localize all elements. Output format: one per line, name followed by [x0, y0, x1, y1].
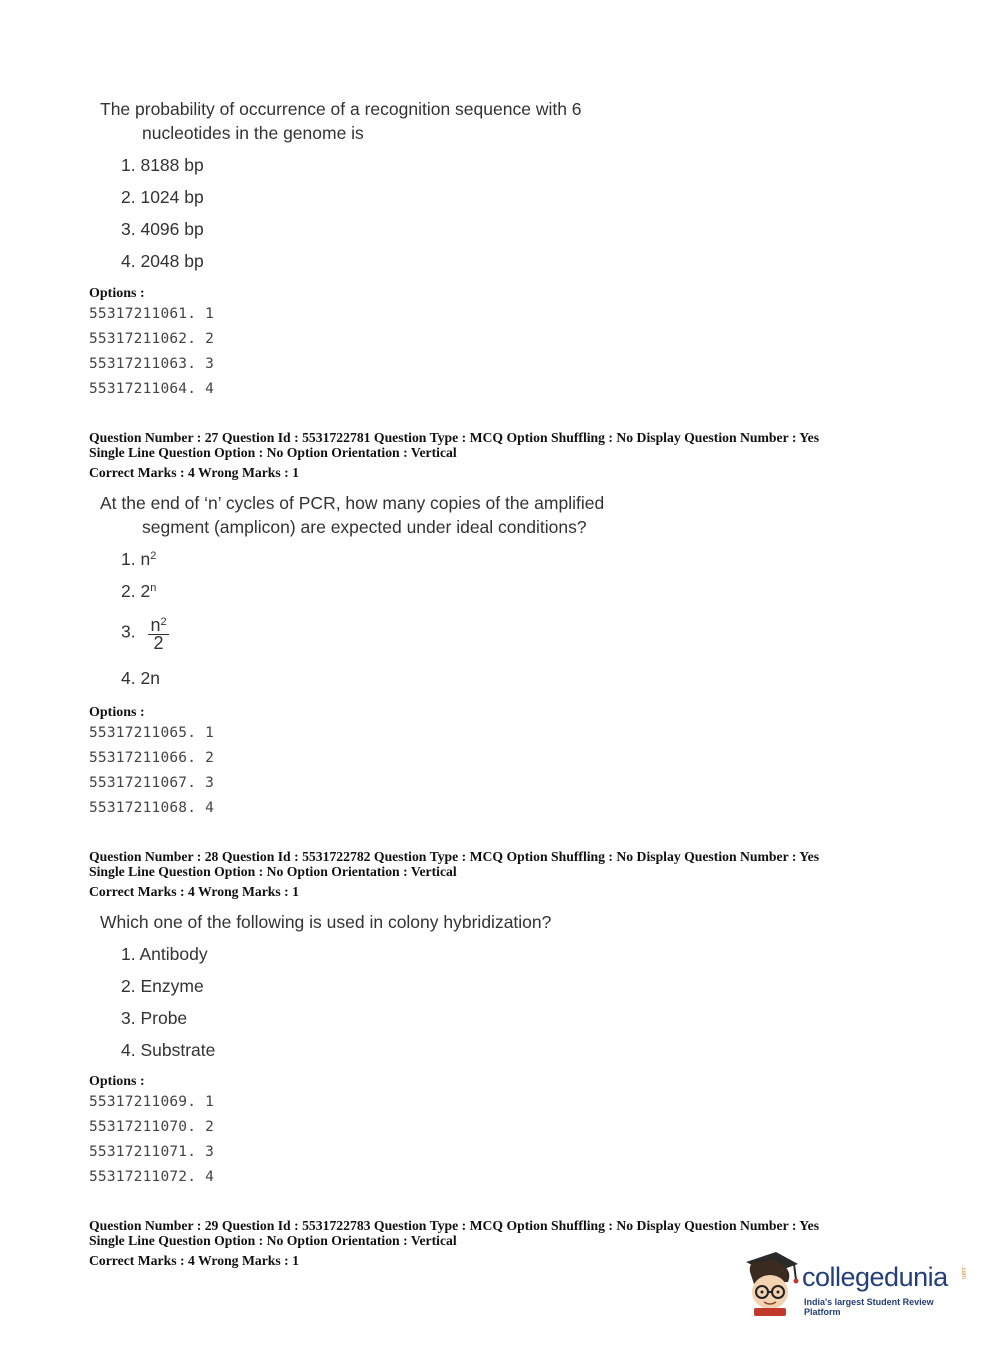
- option-id: 55317211071. 3: [89, 1144, 215, 1160]
- answer-option-1: 1. 8188 bp: [121, 155, 204, 175]
- student-mascot-icon: [740, 1250, 802, 1320]
- answer-option-4: 4. 2n: [121, 668, 160, 688]
- question-29-marks: Correct Marks : 4 Wrong Marks : 1: [89, 1253, 299, 1268]
- answer-option-2: [121, 581, 156, 602]
- option-id: 55317211062. 2: [89, 331, 215, 347]
- answer-option-1: [121, 549, 156, 570]
- answer-option-1: 1. Antibody: [121, 944, 208, 964]
- numerator-base: n: [150, 615, 161, 635]
- option-text: 1. n: [121, 549, 151, 569]
- option-id: 55317211063. 3: [89, 356, 215, 372]
- meta-line: Single Line Question Option : No Option Orientation : Vertical: [89, 445, 457, 460]
- answer-option-3: 3. Probe: [121, 1008, 188, 1028]
- options-label: Options :: [89, 286, 145, 301]
- option-superscript: 2: [150, 550, 157, 562]
- option-id: 55317211061. 1: [89, 306, 215, 322]
- option-id: 55317211064. 4: [89, 381, 215, 397]
- logo-suffix: .com: [960, 1266, 966, 1280]
- options-label: Options :: [89, 705, 145, 720]
- question-27-text: [100, 491, 604, 539]
- answer-option-4: 4. 2048 bp: [121, 251, 204, 271]
- answer-option-3: 3. 4096 bp: [121, 219, 204, 239]
- question-27-meta: [89, 430, 819, 460]
- option-text: 3.: [121, 621, 136, 642]
- option-id: 55317211072. 4: [89, 1169, 215, 1185]
- option-id: 55317211066. 2: [89, 750, 215, 766]
- logo-wordmark: collegedunia: [802, 1262, 948, 1292]
- question-text-line: segment (amplicon) are expected under ideal conditions?: [142, 517, 587, 537]
- option-id: 55317211065. 1: [89, 725, 215, 741]
- question-28-meta: [89, 849, 819, 879]
- collegedunia-logo: [740, 1250, 970, 1320]
- answer-option-4: 4. Substrate: [121, 1040, 216, 1060]
- option-id: 55317211069. 1: [89, 1094, 215, 1110]
- option-id: 55317211068. 4: [89, 800, 215, 816]
- options-label: Options :: [89, 1074, 145, 1089]
- fraction-numerator: [148, 614, 168, 635]
- question-text-line: Which one of the following is used in colony hybridization?: [100, 912, 552, 932]
- question-text-line: The probability of occurrence of a recognition sequence with 6: [100, 99, 582, 119]
- question-28-text: [100, 910, 551, 934]
- fraction: [148, 614, 168, 652]
- answer-option-2: 2. Enzyme: [121, 976, 204, 996]
- question-text-line: nucleotides in the genome is: [142, 123, 364, 143]
- question-text-line: At the end of ‘n’ cycles of PCR, how many copies of the amplified: [100, 493, 605, 513]
- numerator-exponent: 2: [160, 616, 167, 628]
- meta-line: Single Line Question Option : No Option Orientation : Vertical: [89, 864, 457, 879]
- logo-tagline: India's largest Student Review Platform: [804, 1297, 934, 1317]
- answer-option-3: [121, 614, 169, 652]
- option-superscript: n: [150, 582, 157, 594]
- meta-line: Single Line Question Option : No Option Orientation : Vertical: [89, 1233, 457, 1248]
- answer-option-2: 2. 1024 bp: [121, 187, 204, 207]
- question-26-text: [100, 97, 582, 145]
- meta-line: Question Number : 29 Question Id : 5531722783 Question Type : MCQ Option Shuffling : No Display Question Number : Yes: [89, 1218, 820, 1233]
- option-text: 2. 2: [121, 581, 151, 601]
- question-28-marks: Correct Marks : 4 Wrong Marks : 1: [89, 884, 299, 899]
- meta-line: Question Number : 27 Question Id : 5531722781 Question Type : MCQ Option Shuffling : No Display Question Number : Yes: [89, 430, 820, 445]
- fraction-denominator: 2: [153, 633, 164, 653]
- meta-line: Question Number : 28 Question Id : 5531722782 Question Type : MCQ Option Shuffling : No Display Question Number : Yes: [89, 849, 820, 864]
- option-id: 55317211067. 3: [89, 775, 215, 791]
- question-29-meta: [89, 1218, 819, 1248]
- option-id: 55317211070. 2: [89, 1119, 215, 1135]
- question-27-marks: Correct Marks : 4 Wrong Marks : 1: [89, 465, 299, 480]
